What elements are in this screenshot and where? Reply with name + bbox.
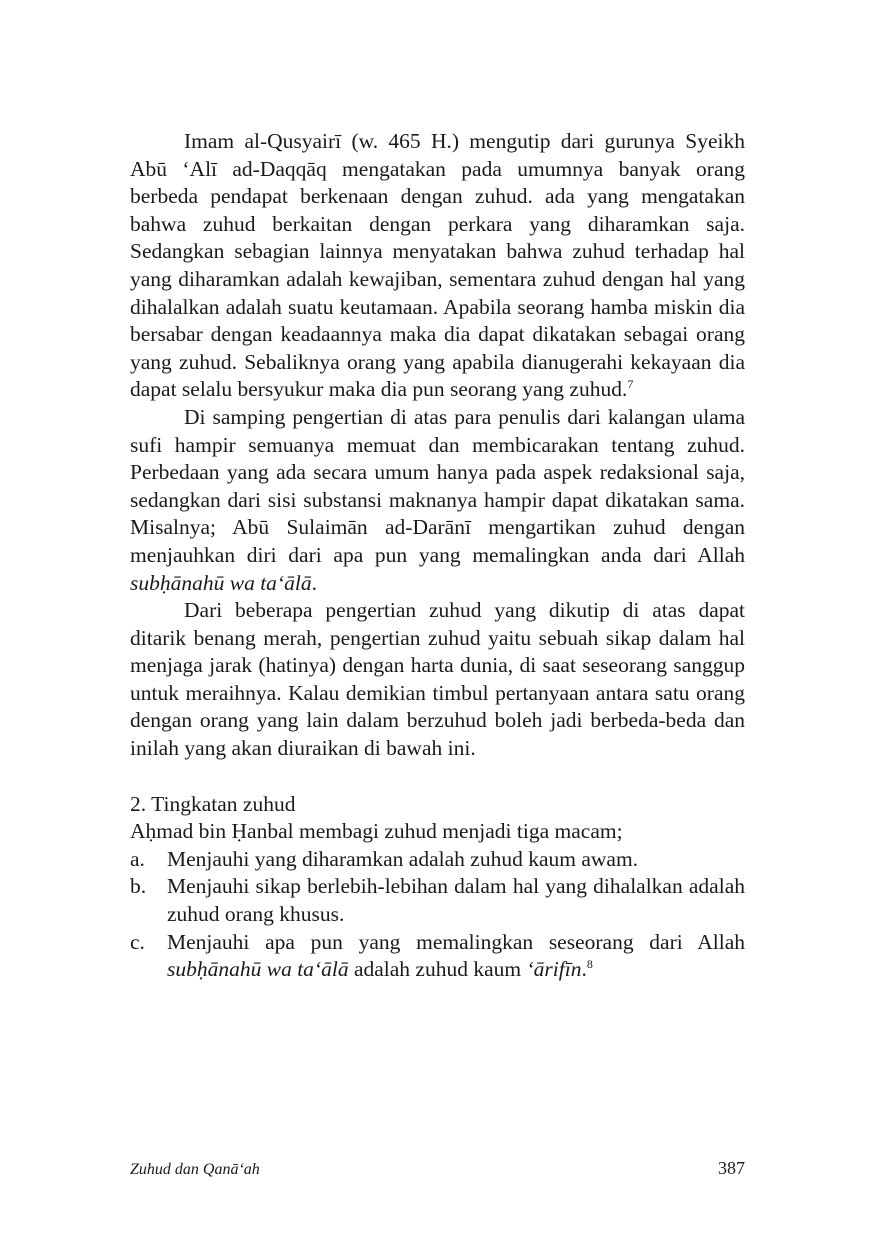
list-item-text-wrapper (167, 929, 745, 984)
page-footer (130, 1158, 745, 1179)
list-item-a (130, 846, 745, 874)
section-tingkatan-zuhud (130, 791, 745, 984)
paragraph-text: Dari beberapa pengertian zuhud yang dikutip di atas dapat ditarik benang merah, pengertian zuhud yaitu sebuah sikap dalam hal menjaga jarak (hatinya) dengan harta dunia, di saat seseorang sanggup untuk meraihnya. Kalau demikian timbul pertanyaan antara satu orang dengan orang yang lain dalam berzuhud boleh jadi berbeda-beda dan inilah yang akan diuraikan di bawah ini. (130, 598, 745, 761)
body-text (130, 128, 745, 984)
list-item-text: Menjauhi sikap berlebih-lebihan dalam hal yang dihalalkan adalah zuhud orang khusus. (167, 874, 745, 927)
list-item-text-middle: adalah zuhud kaum (348, 957, 527, 982)
list-marker: a. (130, 846, 145, 871)
paragraph-ulama-sufi (130, 404, 745, 597)
page-number: 387 (718, 1158, 745, 1178)
running-title: Zuhud dan Qanā‘ah (130, 1161, 260, 1178)
list-item-text: Menjauhi apa pun yang memalingkan seseorang dari Allah (167, 929, 745, 954)
paragraph-benang-merah (130, 597, 745, 763)
list-item-c (130, 929, 745, 984)
footnote-marker-8: 8 (586, 957, 593, 972)
paragraph-end: . (311, 570, 317, 595)
list-item-end: . (581, 957, 587, 982)
paragraph-text: Imam al-Qusyairī (w. 465 H.) mengutip dari gurunya Syeikh Abū ‘Alī ad-Daqqāq mengatakan pada umumnya banyak orang berbeda pendapat berkenaan dengan zuhud. ada yang mengatakan bahwa zuhud berkaitan dengan perkara yang diharamkan saja. Sedangkan sebagian lainnya menyatakan bahwa zuhud terhadap hal yang diharamkan adalah kewajiban, sementara zuhud dengan hal yang dihalalkan adalah suatu keutamaan. Apabila seorang hamba miskin dia bersabar dengan keadaannya maka dia dapat dikatakan sebagai orang yang zuhud. Sebaliknya orang yang apabila dianugerahi kekayaan dia dapat selalu bersyukur maka dia pun seorang yang zuhud. (130, 129, 745, 402)
paragraph-text: Di samping pengertian di atas para penulis dari kalangan ulama sufi hampir semuanya memuat dan membicarakan tentang zuhud. Perbedaan yang ada secara umum hanya pada aspek redaksional saja, sedangkan dari sisi substansi maknanya hampir dapat dikatakan sama. Misalnya; Abū Sulaimān ad-Darānī mengartikan zuhud dengan menjauhkan diri dari apa pun yang memalingkan anda dari Allah (130, 404, 745, 567)
italic-phrase: subḥānahū wa ta‘ālā (130, 570, 312, 595)
list-item-text: Menjauhi yang diharamkan adalah zuhud kaum awam. (167, 846, 639, 871)
italic-term: ‘ārifīn (526, 957, 582, 982)
list-marker: c. (130, 929, 145, 954)
zuhud-levels-list (130, 846, 745, 984)
section-intro: Aḥmad bin Ḥanbal membagi zuhud menjadi tiga macam; (130, 819, 623, 844)
list-marker: b. (130, 874, 147, 899)
paragraph-qusyairi (130, 128, 745, 404)
list-item-b (130, 873, 745, 928)
footnote-marker-7: 7 (627, 377, 634, 392)
section-heading: 2. Tingkatan zuhud (130, 791, 296, 816)
italic-phrase: subḥānahū wa ta‘ālā (167, 957, 349, 982)
